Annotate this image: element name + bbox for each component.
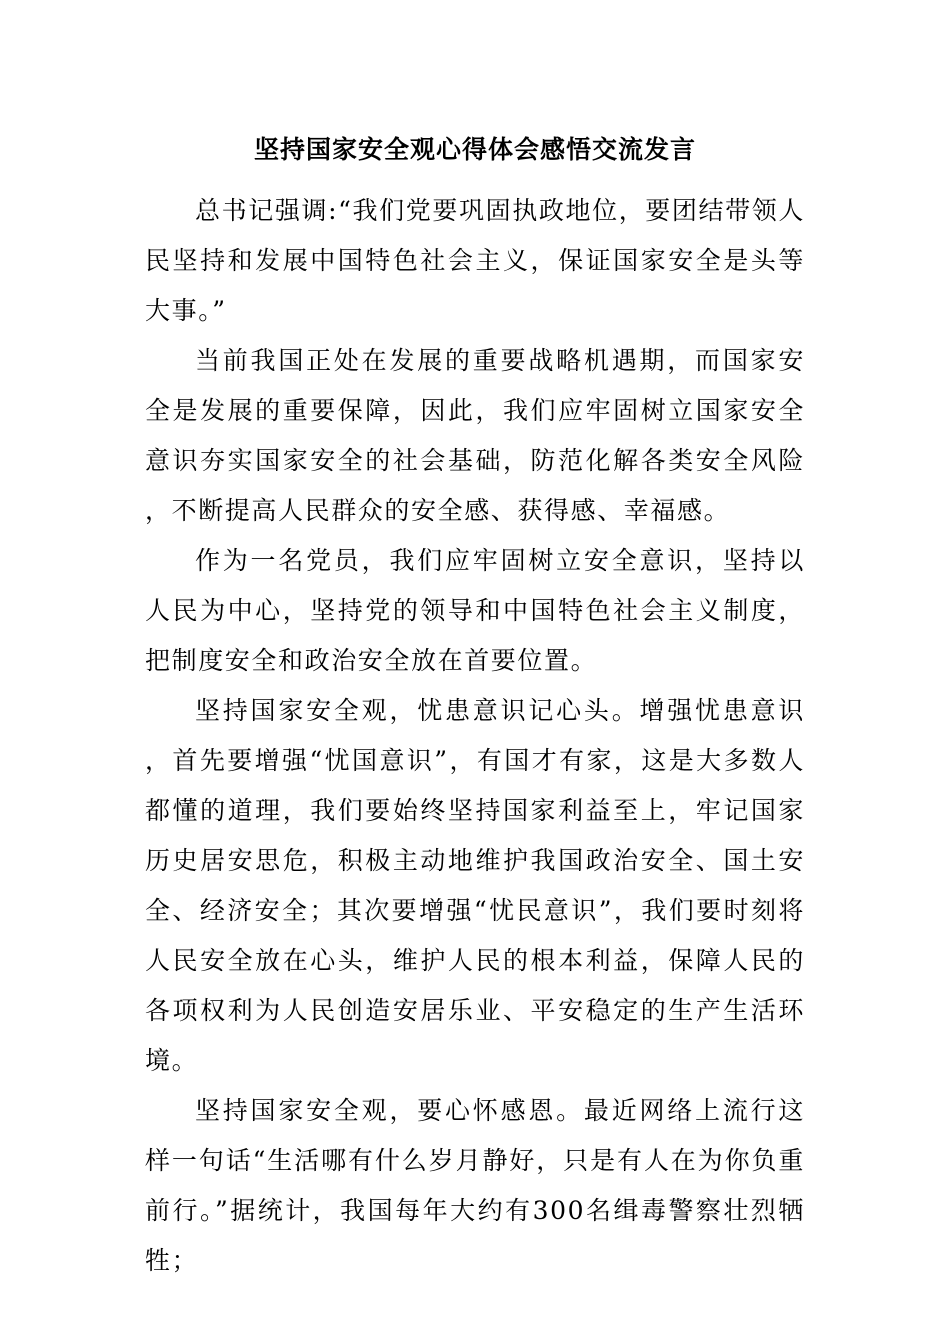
document-title: 坚持国家安全观心得体会感悟交流发言 [253,135,696,164]
paragraph-strategic-period: 当前我国正处在发展的重要战略机遇期，而国家安全是发展的重要保障，因此，我们应牢固树立国家安全意识夯实国家安全的社会基础，防范化解各类安全风险，不断提高人民群众的安全感、获得感、幸福感。 [145,346,805,525]
paragraph-gratitude: 坚持国家安全观，要心怀感恩。最近网络上流行这样一句话“生活哪有什么岁月静好，只是有人在为你负重前行。”据统计，我国每年大约有300名缉毒警察壮烈牺牲； [145,1096,805,1275]
document-body [145,128,805,1286]
paragraph-quote: 总书记强调:“我们党要巩固执政地位，要团结带领人民坚持和发展中国特色社会主义，保证国家安全是头等大事。” [145,196,805,325]
paragraph-awareness: 坚持国家安全观，忧患意识记心头。增强忧患意识，首先要增强“忧国意识”，有国才有家，这是大多数人都懂的道理，我们要始终坚持国家利益至上，牢记国家历史居安思危，积极主动地维护我国政治安全、国土安全、经济安全；其次要增强“忧民意识”，我们要时刻将人民安全放在心头，维护人民的根本利益，保障人民的各项权利为人民创造安居乐业、平安稳定的生产生活环境。 [145,696,805,1075]
paragraph-party-member: 作为一名党员，我们应牢固树立安全意识，坚持以人民为中心，坚持党的领导和中国特色社会主义制度，把制度安全和政治安全放在首要位置。 [145,546,805,675]
